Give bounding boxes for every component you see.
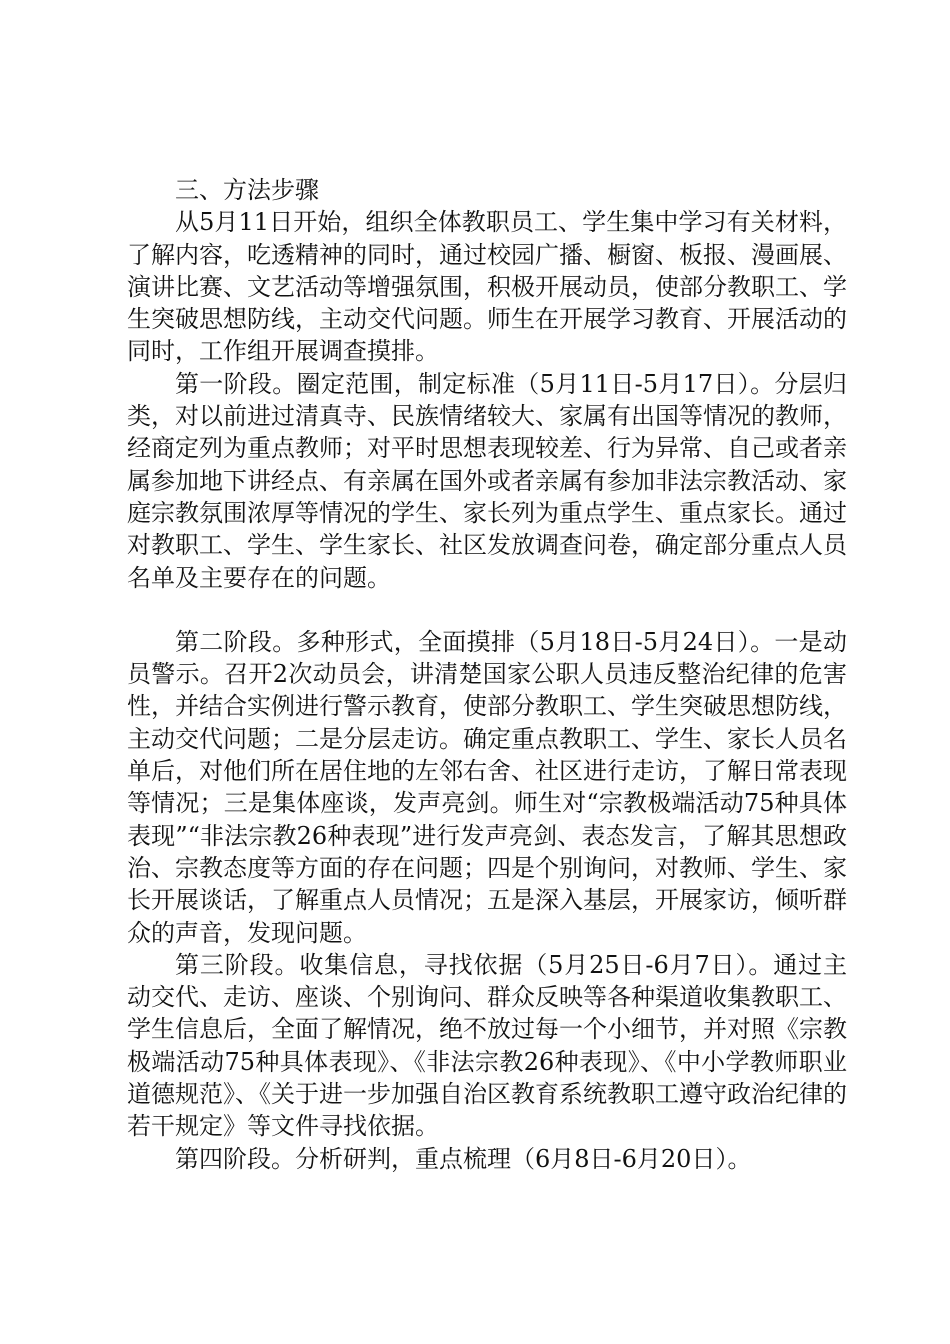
document-body — [127, 174, 847, 1175]
section-heading: 三、方法步骤 — [175, 176, 319, 204]
paragraph-stage-1: 第一阶段。圈定范围，制定标准（5月11日-5月17日）。分层归类，对以前进过清真寺、民族情绪较大、家属有出国等情况的教师，经商定列为重点教师；对平时思想表现较差、行为异常、自己或者亲属参加地下讲经点、有亲属在国外或者亲属有参加非法宗教活动、家庭宗教氛围浓厚等情况的学生、家长列为重点学生、重点家长。通过对教职工、学生、学生家长、社区发放调查问卷，确定部分重点人员名单及主要存在的问题。 — [127, 369, 847, 592]
paragraph-intro: 从5月11日开始，组织全体教职员工、学生集中学习有关材料，了解内容，吃透精神的同时，通过校园广播、橱窗、板报、漫画展、演讲比赛、文艺活动等增强氛围，积极开展动员，使部分教职工、学生突破思想防线，主动交代问题。师生在开展学习教育、开展活动的同时，工作组开展调查摸排。 — [127, 208, 847, 366]
paragraph-stage-3: 第三阶段。收集信息，寻找依据（5月25日-6月7日）。通过主动交代、走访、座谈、个别询问、群众反映等各种渠道收集教职工、学生信息后，全面了解情况，绝不放过每一个小细节，并对照《宗教极端活动75种具体表现》、《非法宗教26种表现》、《中小学教师职业道德规范》、《关于进一步加强自治区教育系统教职工遵守政治纪律的若干规定》等文件寻找依据。 — [127, 950, 847, 1141]
paragraph-stage-4: 第四阶段。分析研判，重点梳理（6月8日-6月20日）。 — [175, 1144, 752, 1173]
paragraph-stage-2: 第二阶段。多种形式，全面摸排（5月18日-5月24日）。一是动员警示。召开2次动员会，讲清楚国家公职人员违反整治纪律的危害性，并结合实例进行警示教育，使部分教职工、学生突破思想防线，主动交代问题；二是分层走访。确定重点教职工、学生、家长人员名单后，对他们所在居住地的左邻右舍、社区进行走访，了解日常表现等情况；三是集体座谈，发声亮剑。师生对“宗教极端活动75种具体表现”“非法宗教26种表现”进行发声亮剑、表态发言，了解其思想政治、宗教态度等方面的存在问题；四是个别询问，对教师、学生、家长开展谈话，了解重点人员情况；五是深入基层，开展家访，倾听群众的声音，发现问题。 — [127, 627, 847, 947]
